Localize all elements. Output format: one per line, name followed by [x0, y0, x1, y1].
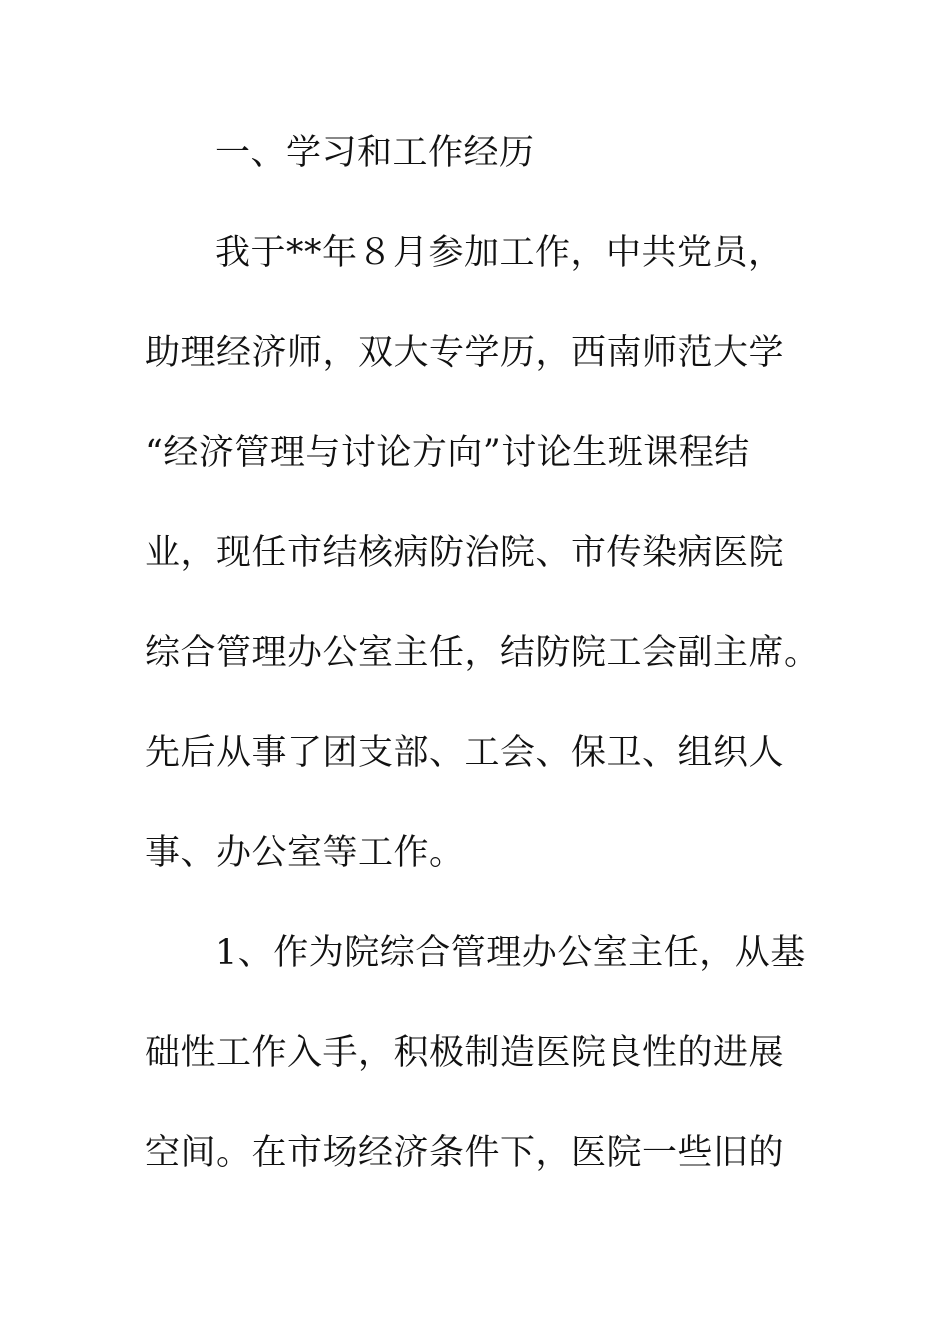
paragraph-line: 业，现任市结核病防治院、市传染病医院 [145, 533, 785, 573]
paragraph-line: 助理经济师，双大专学历，西南师范大学 [145, 333, 785, 373]
paragraph-line: 我于**年８月参加工作，中共党员， [215, 233, 784, 273]
paragraph-line: “经济管理与讨论方向”讨论生班课程结 [145, 433, 750, 473]
paragraph-line: 1、作为院综合管理办公室主任，从基 [215, 933, 806, 973]
section-heading: 一、学习和工作经历 [215, 133, 535, 173]
paragraph-line: 先后从事了团支部、工会、保卫、组织人 [145, 733, 785, 773]
paragraph-line: 综合管理办公室主任，结防院工会副主席。 [145, 633, 820, 673]
paragraph-line: 事、办公室等工作。 [145, 833, 465, 873]
paragraph-line: 础性工作入手，积极制造医院良性的进展 [145, 1033, 785, 1073]
paragraph-line: 空间。在市场经济条件下，医院一些旧的 [145, 1133, 785, 1173]
